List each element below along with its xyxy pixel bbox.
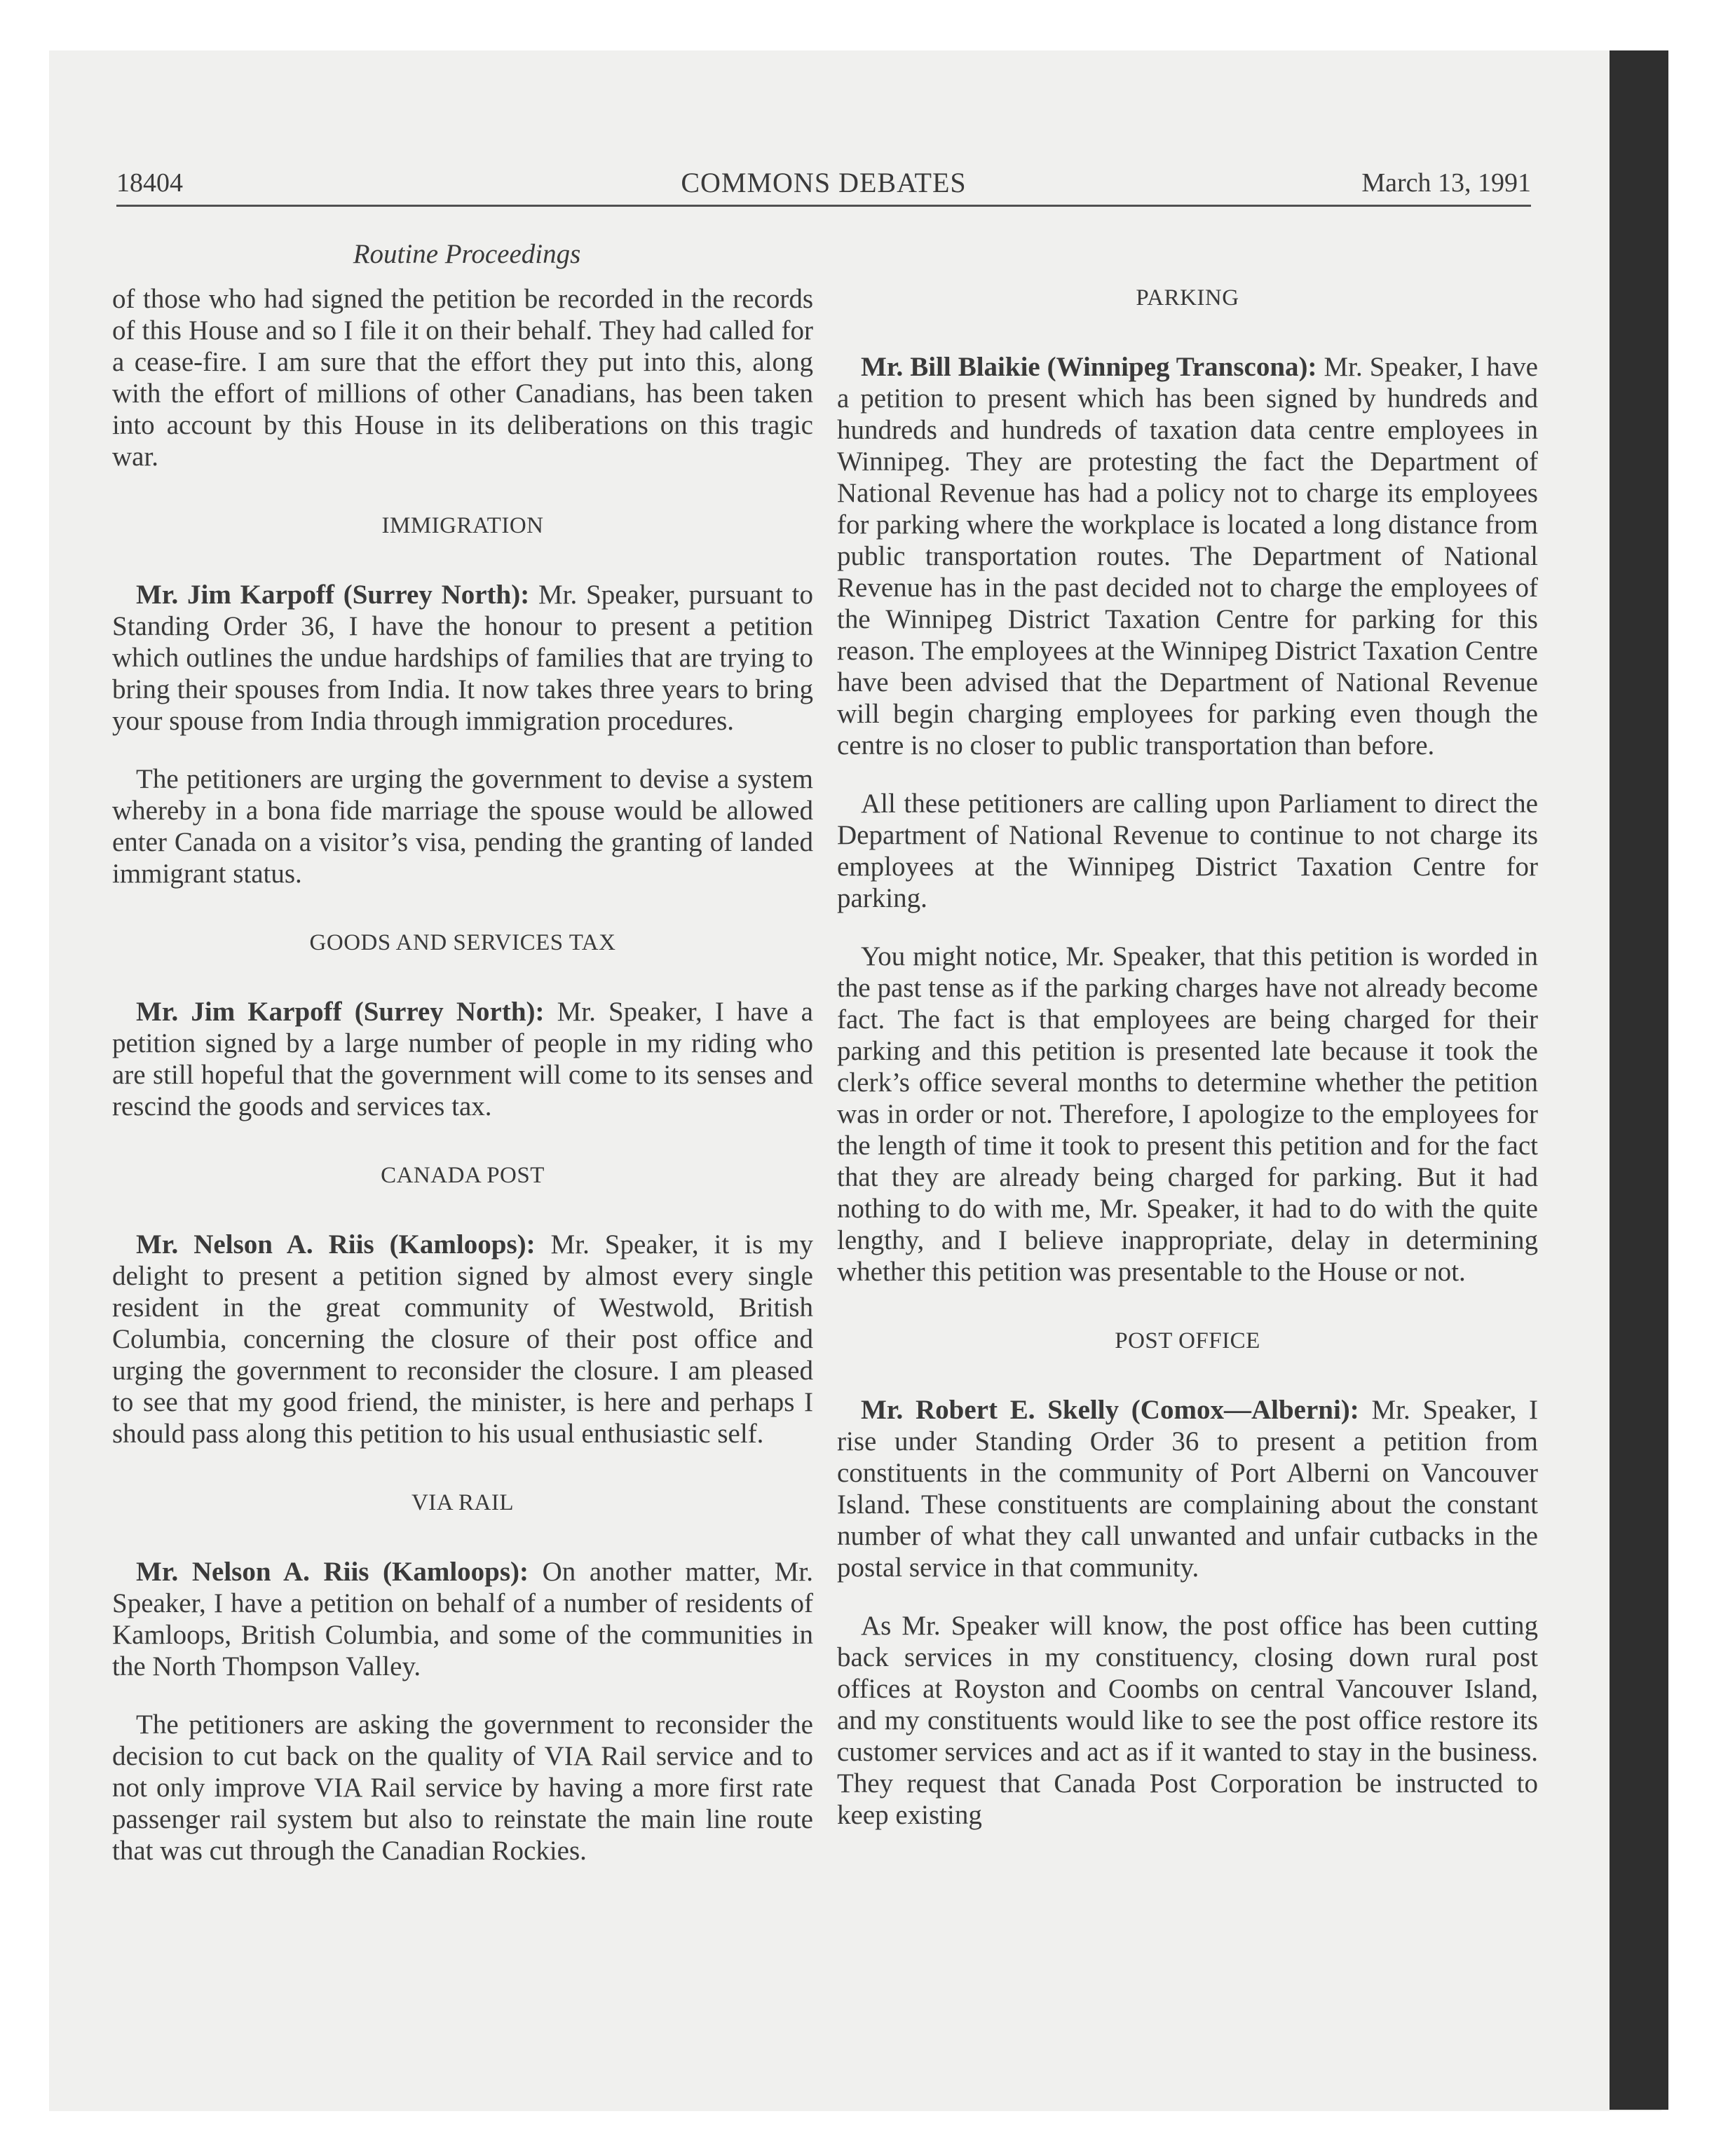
- speech-text: Mr. Speaker, I have a petition to present which has been signed by hundreds and hundreds and hundreds of taxation data centre employees in Winnipeg. They are protesting the fact the Department of National Revenue has had a policy not to charge its employees for parking where the workplace is located a long distance from public transportation routes. The Department of National Revenue has in the past decided not to charge the employees of the Winnipeg District Taxation Centre for parking for this reason. The employees at the Winnipeg District Taxation Centre have been advised that the Department of National Revenue will begin charging employees for parking even though the centre is no closer to public transportation than before.: [837, 352, 1538, 760]
- paragraph: [112, 1229, 813, 1449]
- paragraph: [837, 351, 1538, 761]
- paragraph: [837, 1394, 1538, 1583]
- paragraph: of those who had signed the petition be recorded in the records of this House and so I file it on their behalf. They had called for a cease-fire. I am sure that the effort they put into this, along with the effort of millions of other Canadians, has been taken into account by this House in its deliberations on this tragic war.: [112, 284, 813, 472]
- paragraph: All these petitioners are calling upon Parliament to direct the Department of National Revenue to continue to not charge its employees at the Winnipeg District Taxation Centre for parking.: [837, 789, 1538, 913]
- speaker-name: Mr. Nelson A. Riis (Kamloops):: [136, 1557, 529, 1587]
- section-heading-parking: PARKING: [1136, 285, 1239, 311]
- page-number: 18404: [116, 168, 183, 198]
- paragraph: You might notice, Mr. Speaker, that this petition is worded in the past tense as if the parking charges have not already become fact. The fact is that employees are being charged for their parking and this petition is presented late because it took the clerk’s office several months to determine whether the petition was in order or not. Therefore, I apologize to the employees for the length of time it took to present this petition and for the fact that they are already being charged for parking. But it had nothing to do with me, Mr. Speaker, it had to do with the quite lengthy, and I believe inappropriate, delay in determining whether this petition was presentable to the House or not.: [837, 941, 1538, 1287]
- speech-text: Mr. Speaker, I rise under Standing Order 36 to present a petition from constituents in the community of Port Alberni on Vancouver Island. These constituents are complaining about the constant number of what they call unwanted and unfair cutbacks in the postal service in that community.: [837, 1395, 1539, 1583]
- speaker-name: Mr. Jim Karpoff (Surrey North):: [136, 997, 545, 1027]
- speech-text: On another matter, Mr. Speaker, I have a petition on behalf of a number of residents of Kamloops, British Columbia, and some of the communities in the North Thompson Valley.: [112, 1557, 813, 1681]
- speaker-name: Mr. Robert E. Skelly (Comox—Alberni):: [861, 1395, 1359, 1425]
- paragraph: The petitioners are asking the government to reconsider the decision to cut back on the quality of VIA Rail service and to not only improve VIA Rail service by having a more first rate passenger rail system but also to reinstate the main line route that was cut through the Canadian Rockies.: [112, 1710, 813, 1866]
- paragraph: [112, 996, 813, 1122]
- running-head: Routine Proceedings: [353, 239, 581, 269]
- speaker-name: Mr. Jim Karpoff (Surrey North):: [136, 580, 530, 610]
- header-rule: [116, 205, 1531, 207]
- speaker-name: Mr. Nelson A. Riis (Kamloops):: [136, 1229, 536, 1260]
- section-heading-gst: GOODS AND SERVICES TAX: [309, 930, 616, 955]
- page-date: March 13, 1991: [1361, 168, 1531, 198]
- publication-title: COMMONS DEBATES: [681, 167, 967, 198]
- scan-edge-bar: [1610, 50, 1668, 2110]
- speech-text: Mr. Speaker, it is my delight to present a petition signed by almost every single resident in the great community of Westwold, British Columbia, concerning the closure of their post office and urging the government to reconsider the closure. I am pleased to see that my good friend, the minister, is here and perhaps I should pass along this petition to his usual enthusiastic self.: [112, 1229, 813, 1449]
- speech-text: Mr. Speaker, I have a petition signed by a large number of people in my riding who are still hopeful that the government will come to its senses and rescind the goods and services tax.: [112, 997, 813, 1121]
- left-column: [112, 280, 813, 1867]
- speaker-name: Mr. Bill Blaikie (Winnipeg Transcona):: [861, 352, 1317, 382]
- right-column: [837, 284, 1538, 1831]
- page-header: [116, 163, 1531, 203]
- paragraph: [112, 1556, 813, 1682]
- paragraph: [112, 579, 813, 737]
- section-heading-immigration: IMMIGRATION: [381, 513, 544, 538]
- speech-text: Mr. Speaker, pursuant to Standing Order 36, I have the honour to present a petition which outlines the undue hardships of families that are trying to bring their spouses from India. It now takes three years to bring your spouse from India through immigration procedures.: [112, 580, 813, 736]
- paragraph: As Mr. Speaker will know, the post office has been cutting back services in my constituency, closing down rural post offices at Royston and Coombs on central Vancouver Island, and my constituents would like to see the post office restore its customer services and act as if it wanted to stay in the business. They request that Canada Post Corporation be instructed to keep existing: [837, 1611, 1538, 1830]
- section-heading-canada-post: CANADA POST: [381, 1163, 545, 1188]
- section-heading-via-rail: VIA RAIL: [411, 1490, 515, 1515]
- section-heading-post-office: POST OFFICE: [1115, 1328, 1260, 1353]
- paragraph: The petitioners are urging the government to devise a system whereby in a bona fide marriage the spouse would be allowed enter Canada on a visitor’s visa, pending the granting of landed immigrant status.: [112, 764, 813, 889]
